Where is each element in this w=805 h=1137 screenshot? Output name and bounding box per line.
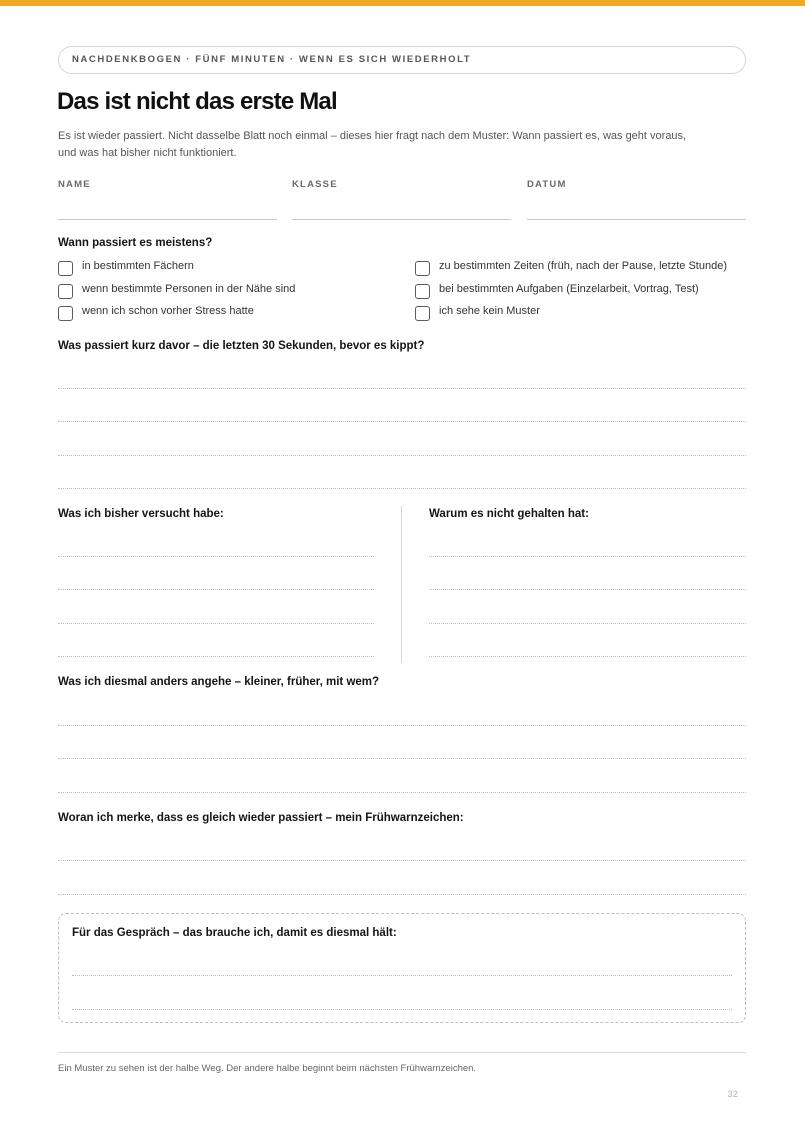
writing-line[interactable] bbox=[58, 421, 746, 422]
writing-line[interactable] bbox=[58, 556, 374, 557]
writing-line[interactable] bbox=[58, 623, 374, 624]
writing-line[interactable] bbox=[72, 975, 732, 976]
page-number: 32 bbox=[727, 1089, 738, 1100]
checkbox[interactable] bbox=[58, 284, 73, 299]
name-line[interactable] bbox=[58, 219, 277, 220]
question-talk: Für das Gespräch – das brauche ich, damit es diesmal hält: bbox=[72, 927, 397, 939]
checkbox[interactable] bbox=[415, 261, 430, 276]
check-label: wenn bestimmte Personen in der Nähe sind bbox=[82, 282, 296, 295]
writing-line[interactable] bbox=[58, 860, 746, 861]
question-when: Wann passiert es meistens? bbox=[58, 237, 213, 249]
footer-divider bbox=[58, 1052, 746, 1053]
intro-text bbox=[58, 128, 748, 161]
check-label: in bestimmten Fächern bbox=[82, 260, 194, 272]
writing-line[interactable] bbox=[429, 656, 746, 657]
writing-line[interactable] bbox=[58, 589, 374, 590]
check-label: wenn ich schon vorher Stress hatte bbox=[82, 305, 254, 317]
writing-line[interactable] bbox=[58, 656, 374, 657]
checkbox[interactable] bbox=[415, 284, 430, 299]
header-pill: NACHDENKBOGEN · FÜNF MINUTEN · WENN ES SICH WIEDERHOLT bbox=[58, 46, 746, 74]
question-why-not: Warum es nicht gehalten hat: bbox=[429, 508, 589, 520]
writing-line[interactable] bbox=[429, 623, 746, 624]
name-field[interactable] bbox=[58, 179, 277, 190]
class-line[interactable] bbox=[292, 219, 511, 220]
question-different: Was ich diesmal anders angehe – kleiner, früher, mit wem? bbox=[58, 676, 380, 688]
intro-line-1: Es ist wieder passiert. Nicht dasselbe Blatt noch einmal – dieses hier fragt nach dem Muster: Wann passiert es, was geht voraus, bbox=[58, 130, 687, 142]
date-field[interactable] bbox=[527, 179, 746, 190]
writing-line[interactable] bbox=[58, 725, 746, 726]
column-divider bbox=[401, 506, 402, 663]
check-label: zu bestimmten Zeiten (früh, nach der Pause, letzte Stunde) bbox=[439, 260, 727, 272]
writing-line[interactable] bbox=[58, 488, 746, 489]
writing-line[interactable] bbox=[72, 1009, 732, 1010]
checkbox[interactable] bbox=[415, 306, 430, 321]
writing-line[interactable] bbox=[58, 894, 746, 895]
check-label: ich sehe kein Muster bbox=[439, 305, 540, 317]
checkbox[interactable] bbox=[58, 261, 73, 276]
writing-line[interactable] bbox=[58, 758, 746, 759]
writing-line[interactable] bbox=[58, 455, 746, 456]
class-field[interactable] bbox=[292, 179, 511, 190]
question-before: Was passiert kurz davor – die letzten 30 Sekunden, bevor es kippt? bbox=[58, 340, 425, 352]
name-label: NAME bbox=[58, 179, 91, 190]
check-label: bei bestimmten Aufgaben (Einzelarbeit, Vortrag, Test) bbox=[439, 282, 699, 295]
writing-line[interactable] bbox=[58, 388, 746, 389]
page-title: Das ist nicht das erste Mal bbox=[57, 88, 337, 115]
checkbox[interactable] bbox=[58, 306, 73, 321]
question-warning: Woran ich merke, dass es gleich wieder passiert – mein Frühwarnzeichen: bbox=[58, 812, 464, 824]
writing-line[interactable] bbox=[429, 556, 746, 557]
writing-line[interactable] bbox=[58, 792, 746, 793]
writing-line[interactable] bbox=[429, 589, 746, 590]
intro-line-2: und was hat bisher nicht funktioniert. bbox=[58, 146, 237, 159]
accent-top-bar bbox=[0, 0, 805, 6]
date-label: DATUM bbox=[527, 179, 567, 190]
footer-text: Ein Muster zu sehen ist der halbe Weg. Der andere halbe beginnt beim nächsten Frühwarnzeichen. bbox=[58, 1063, 477, 1074]
question-tried: Was ich bisher versucht habe: bbox=[58, 508, 224, 520]
date-line[interactable] bbox=[527, 219, 746, 220]
class-label: KLASSE bbox=[292, 179, 338, 190]
